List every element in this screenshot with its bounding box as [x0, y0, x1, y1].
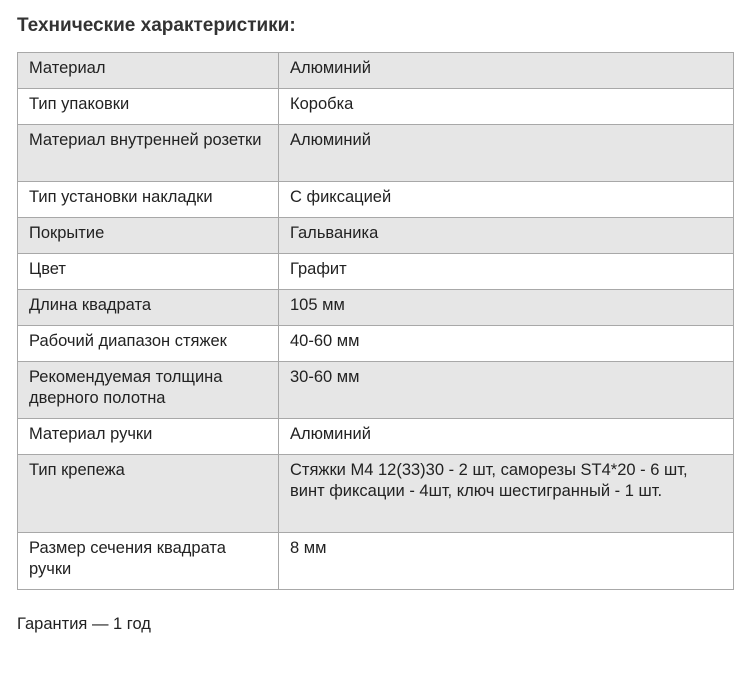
spec-name: Материал ручки [18, 419, 279, 455]
spec-name: Материал [18, 53, 279, 89]
table-row [18, 326, 734, 362]
spec-value: 30-60 мм [279, 362, 734, 419]
table-row [18, 362, 734, 419]
specs-title: Технические характеристики: [17, 15, 296, 36]
warranty-text: Гарантия — 1 год [17, 615, 151, 633]
table-row [18, 455, 734, 533]
table-row [18, 218, 734, 254]
spec-value: Гальваника [279, 218, 734, 254]
spec-name: Тип установки накладки [18, 182, 279, 218]
spec-value: Графит [279, 254, 734, 290]
table-row [18, 89, 734, 125]
table-row [18, 53, 734, 89]
table-row [18, 254, 734, 290]
table-row [18, 290, 734, 326]
spec-value: 40-60 мм [279, 326, 734, 362]
spec-name: Цвет [18, 254, 279, 290]
spec-value: Алюминий [279, 419, 734, 455]
spec-name: Материал внутренней розетки [18, 125, 279, 182]
table-row [18, 182, 734, 218]
spec-name: Рабочий диапазон стяжек [18, 326, 279, 362]
spec-value: 105 мм [279, 290, 734, 326]
spec-value: 8 мм [279, 533, 734, 590]
spec-value: Коробка [279, 89, 734, 125]
specs-table [17, 52, 734, 590]
spec-name: Тип крепежа [18, 455, 279, 533]
spec-name: Тип упаковки [18, 89, 279, 125]
table-row [18, 419, 734, 455]
spec-value: Стяжки М4 12(33)30 - 2 шт, саморезы ST4*20 - 6 шт, винт фиксации - 4шт, ключ шестигранный - 1 шт. [279, 455, 734, 533]
specs-section [17, 13, 733, 633]
spec-name: Покрытие [18, 218, 279, 254]
table-row [18, 533, 734, 590]
spec-value: Алюминий [279, 125, 734, 182]
table-row [18, 125, 734, 182]
spec-name: Длина квадрата [18, 290, 279, 326]
spec-name: Рекомендуемая толщина дверного полотна [18, 362, 279, 419]
spec-value: Алюминий [279, 53, 734, 89]
spec-name: Размер сечения квадрата ручки [18, 533, 279, 590]
spec-value: С фиксацией [279, 182, 734, 218]
